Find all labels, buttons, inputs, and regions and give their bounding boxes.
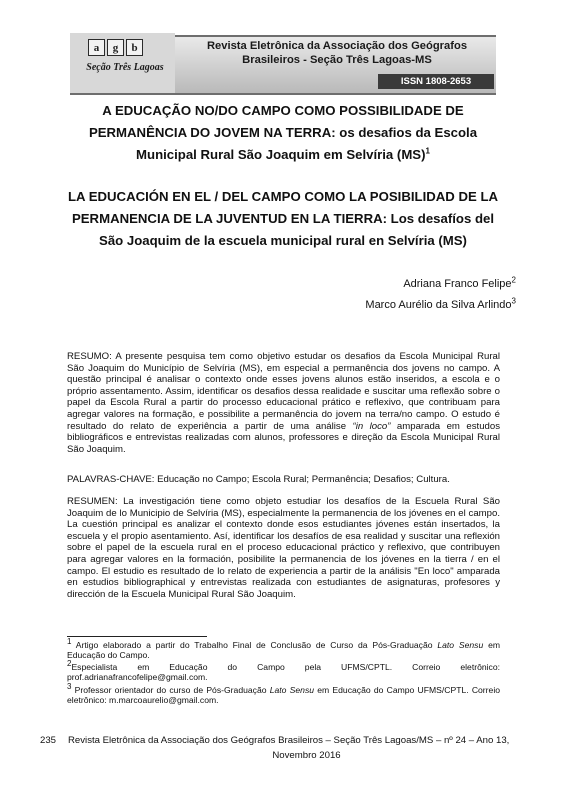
footnote-italic: Lato Sensu [437,640,484,650]
author-name-text: Adriana Franco Felipe [403,278,512,290]
keywords: PALAVRAS-CHAVE: Educação no Campo; Escola Rural; Permanência; Desafios; Cultura. [67,474,450,485]
abstract-pt [67,351,500,455]
logo-letter: b [126,39,143,56]
footnote [67,659,500,683]
journal-title [178,40,496,67]
journal-title-line: Brasileiros - Seção Três Lagoas-MS [242,53,432,66]
logo-letters [88,39,143,56]
footnote-italic: Lato Sensu [269,685,315,695]
abstract-pt-text: amparada em estudos bibliográficos e entrevistas realizadas com alunos, professores e direção da Escola Municipal Rural São Joaquim. [67,420,500,455]
journal-logo [70,33,175,93]
page-footer [40,733,545,763]
article-title-es: LA EDUCACIÓN EN EL / DEL CAMPO COMO LA POSIBILIDAD DE LA PERMANENCIA DE LA JUVENTUD EN LA TIERRA: Los desafíos del São Joaquim de la escuela municipal rural en Selvíria (MS) [67,189,499,248]
abstract-pt-text: RESUMO: A presente pesquisa tem como objetivo estudar os desafios da Escola Municipal Rural São Joaquim do Município de Selvíria (MS), em especial a permanência dos jovens no campo. A questão principal é analisar o contexto onde esses jovens alunos estão inseridos, a escola e o próprio assentamento. Assim, identificar os desafios dessa realidade e suscitar uma reflexão sobre o papel da Escola Rural a partir do processo educacional prático e reflexivo, que contribuam para agregar valores na formação, e possibilite a permanência do jovem na terra/no campo. O estudo é resultado do relato de experiência a partir de uma análise [67,351,500,432]
page-number: 235 [40,735,57,746]
article-title-pt [60,100,506,166]
footnote-ref: 1 [425,146,430,156]
author-name [403,275,516,290]
footnote-ref: 2 [511,275,516,285]
abstract-pt-italic: “in loco” [352,420,391,432]
footnote-number: 1 [67,637,72,647]
footer-citation: Revista Eletrônica da Associação dos Geógrafos Brasileiros – Seção Três Lagoas/MS – nº 24 – Ano 13, [68,735,510,746]
footnote-text: em Educação do Campo UFMS/CPTL. Correio eletrônico: m.marcoaurelio@gmail.com. [67,685,501,706]
footnote [67,637,501,661]
footnote-number: 2 [67,659,72,669]
author-name-text: Marco Aurélio da Silva Arlindo [365,299,512,311]
author-name [365,296,516,311]
abstract-es: RESUMEN: La investigación tiene como objeto estudiar los desafíos de la Escuela Rural São Joaquim de lo Municipio de Selvíria (MS), especialmente la permanencia de los jóvenes en el campo. La cuestión principal es analizar el contexto donde esos estudiantes jóvenes están insertados, la escuela y el propio asentamiento. Así, identificar los desafíos de esa realidad y suscitar una reflexión sobre el papel de la escuela rural en el proceso educacional práctico y reflexivo, que contribuyen para agregar valores en la formación, posibilite la permanencia de los jóvenes en la tierra / en el campo. El estudio es resultado de lo relato de experiencia a partir de la análisis "En loco" amparada en estudios bibliographical y entrevistas realizada con estudiantes de asignaturas, profesores y dirección de la Escuela Municipal Rural São Joaquim. [67,496,500,600]
logo-letter: a [88,39,105,56]
logo-letter: g [107,39,124,56]
footnote-text: Artigo elaborado a partir do Trabalho Final de Conclusão de Curso da Pós-Graduação [71,640,438,650]
footer-date: Novembro 2016 [272,750,341,761]
footnote-divider [67,636,207,637]
logo-subtitle: Seção Três Lagoas [86,62,164,73]
footnote-text: Professor orientador do curso de Pós-Graduação [71,685,270,695]
footnote-number: 3 [67,682,72,692]
footnote-ref: 3 [511,296,516,306]
article-title-pt-text: A EDUCAÇÃO NO/DO CAMPO COMO POSSIBILIDADE DE PERMANÊNCIA DO JOVEM NA TERRA: os desafios da Escola Municipal Rural São Joaquim em Selvíria (MS) [88,103,478,162]
issn-badge: ISSN 1808-2653 [378,74,494,89]
footnote-text: em Educação do Campo. [67,640,501,661]
journal-title-line: Revista Eletrônica da Associação dos Geógrafos [206,40,468,52]
footnote [67,682,501,706]
footnote-text: Especialista em Educação do Campo pela UFMS/CPTL. Correio eletrônico: prof.adrianafrancofelipe@gmail.com. [67,662,500,683]
